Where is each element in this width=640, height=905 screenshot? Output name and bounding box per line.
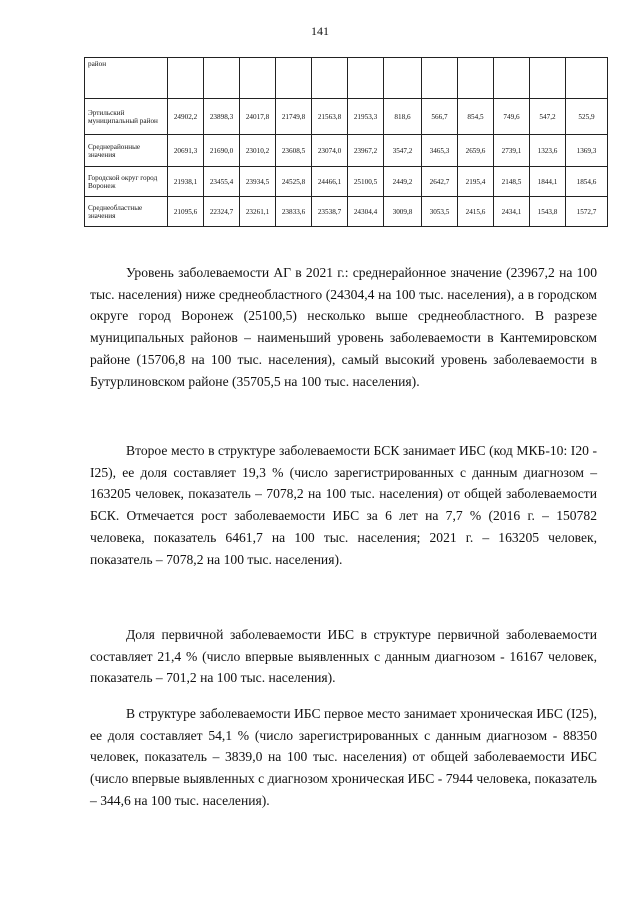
table-cell: 2415,6 [458, 197, 494, 227]
table-cell [494, 58, 530, 99]
table-cell: 24466,1 [312, 167, 348, 197]
table-cell: 2148,5 [494, 167, 530, 197]
table-cell: 24525,8 [276, 167, 312, 197]
table-cell [384, 58, 422, 99]
table-cell: 3465,3 [422, 135, 458, 167]
table-cell: 21563,8 [312, 99, 348, 135]
table-cell: 2739,1 [494, 135, 530, 167]
paragraph-text: Уровень заболеваемости АГ в 2021 г.: среднерайонное значение (23967,2 на 100 тыс. населения) ниже среднеобластного (24304,4 на 100 тыс. населения), а в городском округе город Воронеж (25100,5) несколько выше среднеобластного. В разрезе муниципальных районов – наименьший уровень заболеваемости в Кантемировском районе (15706,8 на 100 тыс. населения), самый высокий уровень заболеваемости в Бутурлиновском районе (35705,5 на 100 тыс. населения). [90, 265, 597, 389]
table-cell [566, 58, 608, 99]
table-cell: 1844,1 [530, 167, 566, 197]
table-row [85, 99, 608, 135]
table-cell: 23898,3 [204, 99, 240, 135]
table-cell: 1572,7 [566, 197, 608, 227]
table-cell: 566,7 [422, 99, 458, 135]
table-cell: 21953,3 [348, 99, 384, 135]
table-cell: 2195,4 [458, 167, 494, 197]
table-cell: 23010,2 [240, 135, 276, 167]
table-cell: 2449,2 [384, 167, 422, 197]
table-row [85, 135, 608, 167]
table-cell: 20691,3 [168, 135, 204, 167]
row-name: Эртильский муниципальный район [85, 99, 168, 135]
table-cell [168, 58, 204, 99]
table-cell: 2659,6 [458, 135, 494, 167]
table-cell: 818,6 [384, 99, 422, 135]
table-cell [204, 58, 240, 99]
table-cell: 23455,4 [204, 167, 240, 197]
table-cell [240, 58, 276, 99]
table-cell: 525,9 [566, 99, 608, 135]
row-name: Среднерайонные значения [85, 135, 168, 167]
paragraph-ihd-share [90, 440, 597, 570]
table-cell: 21095,6 [168, 197, 204, 227]
table-cell: 23538,7 [312, 197, 348, 227]
table-cell: 23833,6 [276, 197, 312, 227]
table-cell: 21690,0 [204, 135, 240, 167]
paragraph-text: Второе место в структуре заболеваемости БСК занимает ИБС (код МКБ-10: I20 - I25), ее доля составляет 19,3 % (число зарегистрированных с данным диагнозом – 163205 человек, показатель – 7078,2 на 100 тыс. населения) от общей заболеваемости БСК. Отмечается рост заболеваемости ИБС за 6 лет на 7,7 % (2016 г. – 150782 человека, показатель 6461,7 на 100 тыс. населения; 2021 г. – 163205 человек, показатель – 7078,2 на 100 тыс. населения). [90, 443, 597, 567]
table-cell: 23967,2 [348, 135, 384, 167]
table-cell: 23934,5 [240, 167, 276, 197]
table-cell: 23074,0 [312, 135, 348, 167]
table-cell: 1543,8 [530, 197, 566, 227]
table-row [85, 58, 608, 99]
table-cell: 23261,1 [240, 197, 276, 227]
morbidity-table [84, 57, 608, 227]
table-cell [530, 58, 566, 99]
table-row [85, 197, 608, 227]
row-name: Среднеобластные значения [85, 197, 168, 227]
table-cell: 3053,5 [422, 197, 458, 227]
table-cell: 21938,1 [168, 167, 204, 197]
paragraph-ag-morbidity [90, 262, 597, 392]
table-cell: 24017,8 [240, 99, 276, 135]
table-cell: 2434,1 [494, 197, 530, 227]
table-cell [276, 58, 312, 99]
table-cell: 547,2 [530, 99, 566, 135]
table-cell: 24304,4 [348, 197, 384, 227]
table-cell: 24902,2 [168, 99, 204, 135]
table-cell: 22324,7 [204, 197, 240, 227]
table-cell: 2642,7 [422, 167, 458, 197]
table-cell [312, 58, 348, 99]
paragraph-text: В структуре заболеваемости ИБС первое место занимает хроническая ИБС (I25), ее доля составляет 54,1 % (число зарегистрированных с данным диагнозом - 88350 человек, показатель – 3839,0 на 100 тыс. населения) от общей заболеваемости ИБС (число впервые выявленных с диагнозом хроническая ИБС - 7944 человека, показатель – 344,6 на 100 тыс. населения). [90, 706, 597, 808]
table-cell: 854,5 [458, 99, 494, 135]
table-cell: 749,6 [494, 99, 530, 135]
table-cell: 21749,8 [276, 99, 312, 135]
page-number: 141 [311, 24, 329, 38]
table-cell [422, 58, 458, 99]
table-cell: 3009,8 [384, 197, 422, 227]
paragraph-chronic-ihd [90, 703, 597, 812]
table-row [85, 167, 608, 197]
table-cell: 1854,6 [566, 167, 608, 197]
paragraph-text: Доля первичной заболеваемости ИБС в структуре первичной заболеваемости составляет 21,4 % (число впервые выявленных с данным диагнозом - 16167 человек, показатель – 701,2 на 100 тыс. населения). [90, 627, 597, 686]
row-name: район [85, 58, 168, 99]
table-cell: 1369,3 [566, 135, 608, 167]
table-cell: 23608,5 [276, 135, 312, 167]
table-cell: 3547,2 [384, 135, 422, 167]
table-cell [348, 58, 384, 99]
paragraph-ihd-primary [90, 624, 597, 689]
table-cell [458, 58, 494, 99]
table-cell: 1323,6 [530, 135, 566, 167]
row-name: Городской округ город Воронеж [85, 167, 168, 197]
table-cell: 25100,5 [348, 167, 384, 197]
